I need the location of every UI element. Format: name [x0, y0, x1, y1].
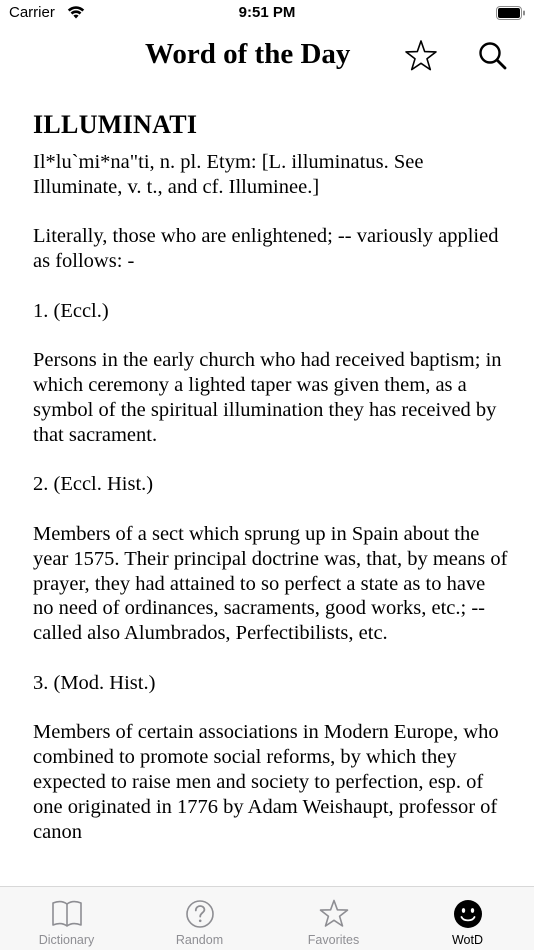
entry-body	[33, 150, 508, 869]
tab-label: WotD	[451, 933, 484, 947]
tab-bar	[0, 886, 534, 950]
sense-heading: 3. (Mod. Hist.)	[33, 671, 156, 694]
tab-favorites[interactable]	[267, 887, 400, 950]
tab-label: Favorites	[307, 933, 360, 947]
star-icon	[403, 38, 439, 74]
status-time: 9:51 PM	[238, 4, 296, 21]
etymology-paragraph: Il*lu`mi*na"ti, n. pl. Etym: [L. illuminatus. See Illuminate, v. t., and cf. Illuminee.]	[33, 151, 424, 198]
star-icon	[318, 899, 350, 929]
entry-content[interactable]	[0, 84, 534, 886]
tab-dictionary[interactable]	[0, 887, 133, 950]
sense-heading: 1. (Eccl.)	[33, 299, 109, 322]
search-icon	[475, 38, 511, 74]
question-circle-icon	[184, 899, 216, 929]
definition-intro: Literally, those who are enlightened; -- variously applied as follows: -	[33, 225, 499, 273]
tab-wotd[interactable]	[401, 887, 534, 950]
tab-label: Random	[175, 933, 224, 947]
sense-definition: Persons in the early church who had received baptism; in which ceremony a lighted taper was given them, as a symbol of the spiritual illumination they has received by that sacrament.	[33, 349, 502, 446]
sense-heading: 2. (Eccl. Hist.)	[33, 473, 154, 496]
tab-label: Dictionary	[38, 933, 95, 947]
battery-icon	[496, 6, 526, 20]
book-icon	[51, 899, 83, 929]
tab-random[interactable]	[133, 887, 266, 950]
search-button[interactable]	[475, 38, 511, 74]
smiley-icon	[452, 899, 484, 929]
entry-headword: ILLUMINATI	[33, 110, 198, 139]
carrier-label: Carrier	[9, 4, 55, 21]
favorite-button[interactable]	[403, 38, 439, 74]
sense-definition: Members of a sect which sprung up in Spain about the year 1575. Their principal doctrine was, that, by means of prayer, they had attained to so perfect a state as to have no need of ordinances, sacraments, good works, etc.; -- called also Alumbrados, Perfectibilists, etc.	[33, 522, 508, 645]
page-title: Word of the Day	[145, 38, 351, 70]
nav-bar	[0, 28, 534, 84]
status-bar	[0, 0, 534, 28]
sense-definition: Members of certain associations in Modern Europe, who combined to promote social reforms, by which they expected to raise men and society to perfection, esp. of one originated in 1776 by Adam Weishaupt, professor of canon	[33, 721, 499, 843]
